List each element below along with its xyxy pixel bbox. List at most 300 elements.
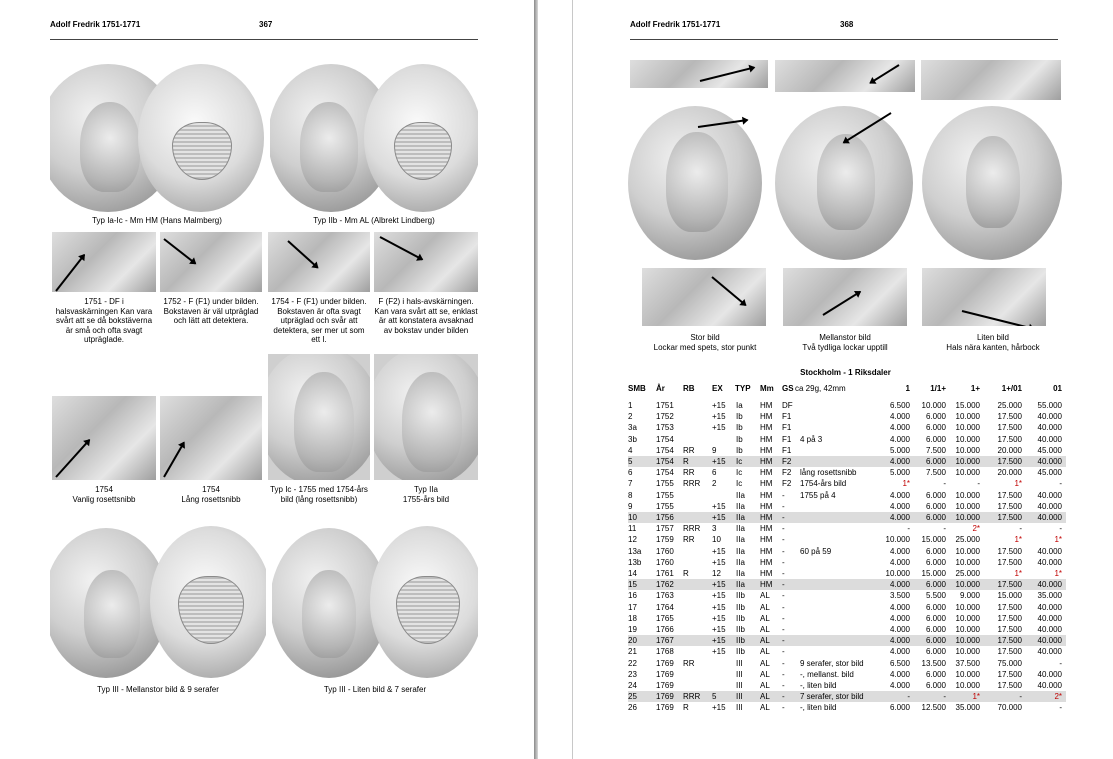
cell-v2: 6.000 bbox=[925, 457, 946, 466]
cell-v3: 10.000 bbox=[955, 457, 980, 466]
cell-mm: HM bbox=[760, 401, 773, 410]
cell-mm: AL bbox=[760, 591, 770, 601]
cell-rb: RR bbox=[683, 445, 695, 455]
arrow-marker bbox=[55, 439, 90, 477]
cell-v1: 1* bbox=[902, 479, 910, 489]
coin-photo-mellan bbox=[773, 104, 917, 264]
cell-gs: F1 bbox=[782, 423, 792, 433]
cell-v3: 9.000 bbox=[959, 591, 980, 601]
portrait-bust bbox=[294, 372, 354, 472]
cell-v3: 25.000 bbox=[955, 535, 980, 545]
caption-lang-text: Lång rosettsnibb bbox=[181, 494, 241, 504]
cell-mm: HM bbox=[760, 445, 773, 455]
table-row bbox=[628, 602, 1066, 613]
caption-liten-text: Hals nära kanten, hårbock bbox=[946, 342, 1040, 352]
cell-typ: IIa bbox=[736, 580, 745, 590]
cell-v2: 6.000 bbox=[925, 501, 946, 511]
cell-note: 1755 på 4 bbox=[800, 490, 836, 500]
cell-smb: 9 bbox=[628, 501, 633, 511]
cell-v1: 4.000 bbox=[889, 490, 910, 500]
cell-typ: Ic bbox=[736, 457, 743, 466]
cell-ex: +15 bbox=[712, 613, 726, 623]
cell-typ: IIb bbox=[736, 591, 745, 601]
cell-v5: 40.000 bbox=[1037, 681, 1062, 690]
cell-v2: 6.000 bbox=[925, 647, 946, 657]
cell-v4: 17.500 bbox=[997, 602, 1022, 612]
left-page-number: 367 bbox=[259, 20, 273, 29]
cell-v2: 7.500 bbox=[925, 468, 946, 478]
right-header-title: Adolf Fredrik 1751-1771 bbox=[630, 20, 721, 29]
detail-photo-vanlig bbox=[52, 396, 156, 480]
right-header-rule bbox=[630, 39, 1058, 40]
coin-photo-typ-iii-liten bbox=[272, 524, 478, 678]
cell-v3: 25.000 bbox=[955, 569, 980, 578]
col-grade-1plus: 1+ bbox=[970, 384, 980, 393]
cell-smb: 2 bbox=[628, 412, 633, 422]
cell-gs: - bbox=[782, 658, 785, 668]
cell-smb: 1 bbox=[628, 401, 633, 410]
cell-v4: 20.000 bbox=[997, 445, 1022, 455]
cell-v2: 7.500 bbox=[925, 445, 946, 455]
cell-typ: III bbox=[736, 669, 743, 679]
portrait-bust bbox=[300, 102, 358, 192]
cell-ex: +15 bbox=[712, 401, 726, 410]
cell-smb: 22 bbox=[628, 658, 637, 668]
cell-note: 4 på 3 bbox=[800, 434, 823, 444]
cell-smb: 7 bbox=[628, 479, 633, 489]
cell-v5: 40.000 bbox=[1037, 613, 1062, 623]
cell-v1: 10.000 bbox=[885, 569, 910, 578]
detail-photo-1754-f1 bbox=[268, 232, 370, 292]
cell-v5: 45.000 bbox=[1037, 468, 1062, 478]
cell-v3: - bbox=[977, 479, 980, 489]
cell-mm: HM bbox=[760, 569, 773, 578]
cell-v5: 40.000 bbox=[1037, 557, 1062, 567]
caption-typ-ic: Typ Ic - 1755 med 1754-års bild (lång rosettsnibb) bbox=[270, 485, 368, 504]
cell-smb: 20 bbox=[628, 636, 637, 646]
cell-v2: 6.000 bbox=[925, 613, 946, 623]
table-row bbox=[628, 624, 1066, 635]
cell-ar: 1757 bbox=[656, 524, 674, 534]
right-page-number: 368 bbox=[840, 20, 854, 29]
cell-smb: 18 bbox=[628, 613, 637, 623]
cell-gs: DF bbox=[782, 401, 793, 410]
detail-crop-liten bbox=[922, 268, 1046, 326]
cell-ar: 1754 bbox=[656, 445, 674, 455]
left-header-rule bbox=[50, 39, 478, 40]
cell-ex: +15 bbox=[712, 625, 726, 634]
col-mm: Mm bbox=[760, 384, 774, 393]
cell-gs: - bbox=[782, 557, 785, 567]
col-gs: GS bbox=[782, 384, 794, 393]
arrow-marker bbox=[962, 310, 1034, 326]
cell-v4: 17.500 bbox=[997, 513, 1022, 522]
cell-mm: AL bbox=[760, 681, 770, 690]
cell-mm: AL bbox=[760, 602, 770, 612]
cell-ex: 2 bbox=[712, 479, 717, 489]
caption-typ-ia-ic: Typ Ia-Ic - Mm HM (Hans Malmberg) bbox=[92, 216, 222, 225]
book-gutter bbox=[534, 0, 578, 759]
cell-v5: 1* bbox=[1054, 535, 1062, 545]
table-row bbox=[628, 478, 1066, 489]
caption-1754-f1: 1754 - F (F1) under bilden. Bokstaven är ofta svagt utpräglad och svår att detektera, ser mer ut som ett I. bbox=[271, 297, 367, 344]
arrow-marker bbox=[287, 240, 318, 268]
cell-smb: 4 bbox=[628, 445, 633, 455]
caption-1752: 1752 - F (F1) under bilden. Bokstaven är väl utpräglad och lätt att detektera. bbox=[163, 297, 259, 325]
cell-mm: AL bbox=[760, 636, 770, 646]
cell-v3: 2* bbox=[972, 524, 980, 534]
cell-typ: Ib bbox=[736, 445, 743, 455]
col-typ: TYP bbox=[735, 384, 751, 393]
cell-v2: 6.000 bbox=[925, 513, 946, 522]
caption-f2: F (F2) i hals-avskärningen. Kan vara svårt att se, enklast är att konstatera avsaknad av bokstav under bilden bbox=[374, 297, 478, 335]
cell-ar: 1768 bbox=[656, 647, 674, 657]
cell-smb: 5 bbox=[628, 457, 633, 466]
table-row bbox=[628, 680, 1066, 691]
cell-smb: 3a bbox=[628, 423, 637, 433]
cell-rb: R bbox=[683, 569, 689, 578]
cell-v5: 40.000 bbox=[1037, 669, 1062, 679]
cell-mm: AL bbox=[760, 703, 770, 713]
cell-gs: F1 bbox=[782, 412, 792, 422]
table-row bbox=[628, 568, 1066, 579]
cell-v4: 20.000 bbox=[997, 468, 1022, 478]
caption-typ-iii-liten: Typ III - Liten bild & 7 serafer bbox=[323, 685, 427, 694]
caption-vanlig bbox=[52, 485, 156, 504]
cell-v3: 10.000 bbox=[955, 602, 980, 612]
detail-photo-lang bbox=[160, 396, 262, 480]
cell-gs: F1 bbox=[782, 445, 792, 455]
caption-lang-year: 1754 bbox=[202, 485, 220, 494]
cell-v2: 6.000 bbox=[925, 423, 946, 433]
cell-v5: 40.000 bbox=[1037, 490, 1062, 500]
cell-note: 7 serafer, stor bild bbox=[800, 692, 864, 702]
cell-ar: 1763 bbox=[656, 591, 674, 601]
cell-v4: 70.000 bbox=[997, 703, 1022, 713]
cell-v5: - bbox=[1059, 524, 1062, 534]
cell-v3: 10.000 bbox=[955, 669, 980, 679]
table-row bbox=[628, 400, 1066, 411]
cell-v3: 15.000 bbox=[955, 401, 980, 410]
cell-ar: 1760 bbox=[656, 546, 674, 556]
cell-v4: 25.000 bbox=[997, 401, 1022, 410]
cell-gs: - bbox=[782, 703, 785, 713]
table-row bbox=[628, 456, 1066, 467]
cell-ar: 1754 bbox=[656, 468, 674, 478]
cell-ex: 10 bbox=[712, 535, 721, 545]
cell-v1: - bbox=[907, 524, 910, 534]
cell-v5: 55.000 bbox=[1037, 401, 1062, 410]
cell-mm: AL bbox=[760, 613, 770, 623]
cell-gs: - bbox=[782, 625, 785, 634]
cell-v5: - bbox=[1059, 479, 1062, 489]
cell-gs: F1 bbox=[782, 434, 792, 444]
cell-v1: 4.000 bbox=[889, 681, 910, 690]
caption-typ-iia-text: 1755-års bild bbox=[402, 494, 450, 504]
cell-v3: 10.000 bbox=[955, 445, 980, 455]
cell-smb: 24 bbox=[628, 681, 637, 690]
cell-v1: 4.000 bbox=[889, 423, 910, 433]
caption-mellan-text: Två tydliga lockar upptill bbox=[802, 342, 888, 352]
cell-v1: 4.000 bbox=[889, 580, 910, 590]
cell-ar: 1764 bbox=[656, 602, 674, 612]
cell-v1: 4.000 bbox=[889, 625, 910, 634]
cell-typ: IIa bbox=[736, 546, 745, 556]
cell-mm: HM bbox=[760, 524, 773, 534]
cell-v2: 6.000 bbox=[925, 490, 946, 500]
cell-ar: 1755 bbox=[656, 501, 674, 511]
cell-v2: 6.000 bbox=[925, 546, 946, 556]
cell-v1: 5.000 bbox=[889, 445, 910, 455]
cell-rb: RR bbox=[683, 468, 695, 478]
cell-gs: F2 bbox=[782, 479, 792, 489]
cell-v2: 6.000 bbox=[925, 681, 946, 690]
cell-ex: 3 bbox=[712, 524, 717, 534]
cell-smb: 8 bbox=[628, 490, 633, 500]
table-row bbox=[628, 590, 1066, 601]
cell-ex: 5 bbox=[712, 692, 717, 702]
cell-v4: 17.500 bbox=[997, 557, 1022, 567]
cell-v1: 6.500 bbox=[889, 401, 910, 410]
cell-v2: 15.000 bbox=[921, 535, 946, 545]
portrait-bust bbox=[402, 372, 462, 472]
table-row bbox=[628, 490, 1066, 501]
cell-v1: 4.000 bbox=[889, 434, 910, 444]
cell-rb: RRR bbox=[683, 524, 701, 534]
cell-ar: 1760 bbox=[656, 557, 674, 567]
cell-v5: 40.000 bbox=[1037, 513, 1062, 522]
cell-v2: 6.000 bbox=[925, 625, 946, 634]
table-title: Stockholm - 1 Riksdaler bbox=[800, 368, 891, 377]
caption-stor-title: Stor bild bbox=[690, 333, 720, 342]
cell-note: 1754-års bild bbox=[800, 479, 847, 489]
cell-mm: HM bbox=[760, 501, 773, 511]
cell-v5: 40.000 bbox=[1037, 423, 1062, 433]
arrow-marker bbox=[55, 254, 85, 291]
cell-gs: - bbox=[782, 669, 785, 679]
caption-mellan-title: Mellanstor bild bbox=[819, 333, 871, 342]
cell-gs: F2 bbox=[782, 468, 792, 478]
caption-stor-text: Lockar med spets, stor punkt bbox=[653, 342, 757, 352]
portrait-bust bbox=[966, 136, 1020, 228]
table-row bbox=[628, 691, 1066, 702]
caption-mellan bbox=[773, 333, 917, 352]
cell-ar: 1769 bbox=[656, 669, 674, 679]
cell-v5: - bbox=[1059, 658, 1062, 668]
coin-photo-typ-ia bbox=[50, 62, 264, 214]
cell-ex: 12 bbox=[712, 569, 721, 578]
cell-mm: AL bbox=[760, 669, 770, 679]
cell-v2: - bbox=[943, 524, 946, 534]
col-grade-1plus-01: 1+/01 bbox=[1001, 384, 1022, 393]
cell-ar: 1752 bbox=[656, 412, 674, 422]
cell-ar: 1765 bbox=[656, 613, 674, 623]
cell-typ: IIa bbox=[736, 535, 745, 545]
table-row bbox=[628, 635, 1066, 646]
cell-v5: - bbox=[1059, 703, 1062, 713]
cell-gs: - bbox=[782, 602, 785, 612]
cell-gs: - bbox=[782, 613, 785, 623]
arrow-marker bbox=[163, 238, 196, 264]
cell-v3: 10.000 bbox=[955, 423, 980, 433]
cell-ex: +15 bbox=[712, 703, 726, 713]
cell-typ: III bbox=[736, 692, 743, 702]
cell-gs: F2 bbox=[782, 457, 792, 466]
caption-typ-iia-title: Typ IIa bbox=[413, 485, 438, 494]
table-row bbox=[628, 546, 1066, 557]
cell-gs: - bbox=[782, 647, 785, 657]
cell-v4: 75.000 bbox=[997, 658, 1022, 668]
caption-lang bbox=[160, 485, 262, 504]
cell-v4: 17.500 bbox=[997, 636, 1022, 646]
cell-rb: R bbox=[683, 703, 689, 713]
cell-smb: 16 bbox=[628, 591, 637, 601]
cell-typ: IIb bbox=[736, 613, 745, 623]
cell-v3: 10.000 bbox=[955, 468, 980, 478]
cell-v1: 10.000 bbox=[885, 535, 910, 545]
cell-rb: RRR bbox=[683, 692, 701, 702]
cell-mm: HM bbox=[760, 423, 773, 433]
cell-v3: 10.000 bbox=[955, 580, 980, 590]
caption-stor bbox=[630, 333, 780, 352]
cell-smb: 21 bbox=[628, 647, 637, 657]
cell-v1: 4.000 bbox=[889, 412, 910, 422]
cell-v4: - bbox=[1019, 692, 1022, 702]
cell-v3: 10.000 bbox=[955, 490, 980, 500]
cell-smb: 26 bbox=[628, 703, 637, 713]
cell-v3: 10.000 bbox=[955, 412, 980, 422]
cell-v1: 4.000 bbox=[889, 457, 910, 466]
cell-note: -, liten bild bbox=[800, 681, 837, 690]
cell-mm: AL bbox=[760, 647, 770, 657]
cell-ex: +15 bbox=[712, 557, 726, 567]
cell-typ: III bbox=[736, 703, 743, 713]
table-row bbox=[628, 658, 1066, 669]
arrow-marker bbox=[822, 291, 860, 316]
cell-v5: 40.000 bbox=[1037, 602, 1062, 612]
cell-v1: 4.000 bbox=[889, 602, 910, 612]
cell-gs: - bbox=[782, 591, 785, 601]
cell-v1: 6.500 bbox=[889, 658, 910, 668]
cell-gs: - bbox=[782, 580, 785, 590]
table-row bbox=[628, 702, 1066, 713]
left-header-title: Adolf Fredrik 1751-1771 bbox=[50, 20, 141, 29]
cell-ar: 1769 bbox=[656, 703, 674, 713]
table-row bbox=[628, 523, 1066, 534]
gutter-line bbox=[572, 0, 573, 759]
table-row bbox=[628, 434, 1066, 445]
caption-vanlig-text: Vanlig rosettsnibb bbox=[72, 494, 136, 504]
cell-typ: IIa bbox=[736, 490, 745, 500]
cell-mm: HM bbox=[760, 434, 773, 444]
coin-photo-liten bbox=[920, 104, 1065, 264]
cell-v1: 4.000 bbox=[889, 513, 910, 522]
cell-note: 60 på 59 bbox=[800, 546, 832, 556]
cell-smb: 13a bbox=[628, 546, 642, 556]
cell-v5: 40.000 bbox=[1037, 647, 1062, 657]
cell-gs: - bbox=[782, 535, 785, 545]
cell-smb: 13b bbox=[628, 557, 642, 567]
cell-v5: 40.000 bbox=[1037, 434, 1062, 444]
cell-note: lång rosettsnibb bbox=[800, 468, 857, 478]
cell-smb: 25 bbox=[628, 692, 637, 702]
cell-smb: 15 bbox=[628, 580, 637, 590]
coin-photo-typ-iib bbox=[270, 62, 478, 214]
cell-gs: - bbox=[782, 636, 785, 646]
cell-v5: 2* bbox=[1054, 692, 1062, 702]
cell-smb: 6 bbox=[628, 468, 633, 478]
cell-v4: 17.500 bbox=[997, 501, 1022, 511]
cell-v4: 17.500 bbox=[997, 434, 1022, 444]
cell-mm: HM bbox=[760, 457, 773, 466]
cell-note: -, liten bild bbox=[800, 703, 837, 713]
cell-smb: 11 bbox=[628, 524, 637, 534]
cell-v4: 17.500 bbox=[997, 490, 1022, 500]
cell-ex: +15 bbox=[712, 546, 726, 556]
cell-typ: IIb bbox=[736, 602, 745, 612]
arrow-marker bbox=[700, 66, 755, 81]
detail-photo-1751 bbox=[52, 232, 156, 292]
cell-ex: +15 bbox=[712, 412, 726, 422]
caption-typ-iii-mellan: Typ III - Mellanstor bild & 9 serafer bbox=[97, 685, 219, 694]
cell-ar: 1754 bbox=[656, 434, 674, 444]
col-grade-1: 1 bbox=[905, 384, 910, 393]
cell-v5: 40.000 bbox=[1037, 636, 1062, 646]
cell-v2: 13.500 bbox=[921, 658, 946, 668]
cell-v1: 6.000 bbox=[889, 703, 910, 713]
portrait-bust bbox=[666, 132, 728, 232]
cell-v3: 10.000 bbox=[955, 636, 980, 646]
cell-ar: 1759 bbox=[656, 535, 674, 545]
cell-v4: 1* bbox=[1014, 535, 1022, 545]
cell-ar: 1767 bbox=[656, 636, 674, 646]
cell-note: 9 serafer, stor bild bbox=[800, 658, 864, 668]
cell-v1: 4.000 bbox=[889, 636, 910, 646]
cell-mm: HM bbox=[760, 412, 773, 422]
cell-typ: IIa bbox=[736, 513, 745, 522]
cell-v1: 4.000 bbox=[889, 647, 910, 657]
detail-strip-liten bbox=[921, 60, 1061, 100]
cell-v4: 17.500 bbox=[997, 625, 1022, 634]
col-grade-01: 01 bbox=[1053, 384, 1062, 393]
cell-v2: - bbox=[943, 479, 946, 489]
cell-typ: IIb bbox=[736, 636, 745, 646]
cell-ar: 1769 bbox=[656, 681, 674, 690]
table-row bbox=[628, 613, 1066, 624]
cell-gs: - bbox=[782, 546, 785, 556]
cell-v4: 17.500 bbox=[997, 613, 1022, 623]
cell-gs: - bbox=[782, 524, 785, 534]
cell-v4: 17.500 bbox=[997, 546, 1022, 556]
cell-rb: R bbox=[683, 457, 689, 466]
table-row bbox=[628, 669, 1066, 680]
cell-typ: IIb bbox=[736, 647, 745, 657]
cell-smb: 3b bbox=[628, 434, 637, 444]
table-row bbox=[628, 422, 1066, 433]
cell-v3: 10.000 bbox=[955, 501, 980, 511]
detail-photo-f2 bbox=[374, 232, 478, 292]
cell-v2: 6.000 bbox=[925, 636, 946, 646]
cell-v1: 4.000 bbox=[889, 501, 910, 511]
cell-v3: 37.500 bbox=[955, 658, 980, 668]
cell-typ: Ib bbox=[736, 434, 743, 444]
cell-typ: III bbox=[736, 681, 743, 690]
table-row bbox=[628, 534, 1066, 545]
cell-v2: 6.000 bbox=[925, 669, 946, 679]
table-row bbox=[628, 501, 1066, 512]
cell-typ: IIa bbox=[736, 524, 745, 534]
cell-v3: 10.000 bbox=[955, 513, 980, 522]
